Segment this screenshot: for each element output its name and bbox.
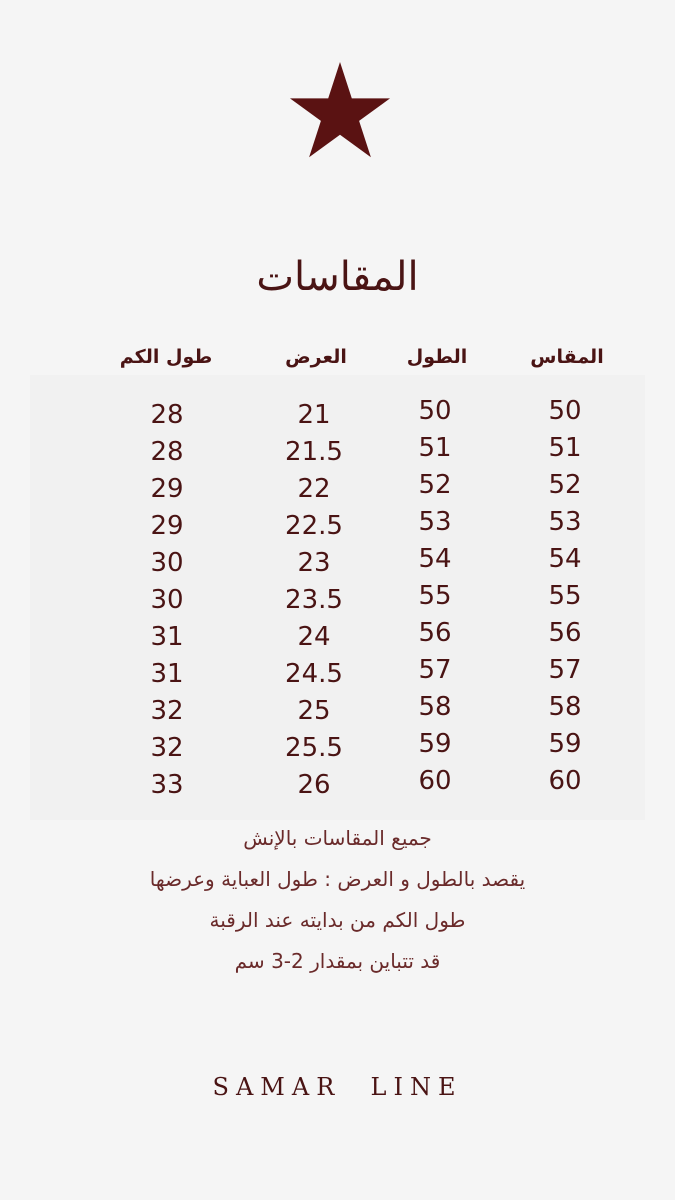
table-cell: 51 xyxy=(418,433,452,463)
column-sleeve xyxy=(150,397,183,804)
table-cell: 33 xyxy=(150,770,184,800)
header-size: المقاس xyxy=(530,346,604,368)
table-cell: 60 xyxy=(418,766,452,796)
table-cell: 58 xyxy=(418,692,452,722)
table-cell: 25 xyxy=(297,696,331,726)
column-width xyxy=(285,397,343,804)
table-cell: 54 xyxy=(548,544,582,574)
table-cell: 24.5 xyxy=(285,659,343,689)
table-cell: 56 xyxy=(418,618,452,648)
note-tolerance: قد تتباين بمقدار 2-3 سم xyxy=(234,949,441,973)
table-cell: 59 xyxy=(548,729,582,759)
table-cell: 25.5 xyxy=(285,733,343,763)
table-cell: 30 xyxy=(150,585,184,615)
note-units: جميع المقاسات بالإنش xyxy=(243,826,432,850)
table-cell: 24 xyxy=(297,622,331,652)
table-cell: 32 xyxy=(150,733,184,763)
brand-name: SAMAR LINE xyxy=(212,1073,463,1101)
table-cell: 21 xyxy=(297,400,331,430)
table-cell: 29 xyxy=(150,474,184,504)
table-cell: 28 xyxy=(150,437,184,467)
table-cell: 21.5 xyxy=(285,437,343,467)
table-cell: 51 xyxy=(548,433,582,463)
table-cell: 32 xyxy=(150,696,184,726)
size-notes xyxy=(0,818,675,982)
table-cell: 28 xyxy=(150,400,184,430)
note-length-width: يقصد بالطول و العرض : طول العباية وعرضها xyxy=(149,867,526,891)
table-cell: 23.5 xyxy=(285,585,343,615)
page-title: المقاسات xyxy=(256,254,419,300)
table-cell: 55 xyxy=(548,581,582,611)
column-length xyxy=(418,393,451,800)
header-length: الطول xyxy=(406,346,468,368)
table-cell: 56 xyxy=(548,618,582,648)
table-cell: 31 xyxy=(150,659,184,689)
table-cell: 22.5 xyxy=(285,511,343,541)
table-cell: 59 xyxy=(418,729,452,759)
column-size xyxy=(548,393,581,800)
table-cell: 30 xyxy=(150,548,184,578)
table-cell: 54 xyxy=(418,544,452,574)
table-cell: 31 xyxy=(150,622,184,652)
table-cell: 57 xyxy=(548,655,582,685)
table-cell: 57 xyxy=(418,655,452,685)
header-width: العرض xyxy=(285,346,347,368)
header-sleeve: طول الكم xyxy=(119,346,213,368)
table-cell: 53 xyxy=(418,507,452,537)
table-cell: 52 xyxy=(548,470,582,500)
table-cell: 52 xyxy=(418,470,452,500)
star-icon xyxy=(290,62,390,158)
table-cell: 22 xyxy=(297,474,331,504)
table-cell: 60 xyxy=(548,766,582,796)
table-cell: 53 xyxy=(548,507,582,537)
table-cell: 55 xyxy=(418,581,452,611)
table-cell: 50 xyxy=(548,396,582,426)
table-cell: 29 xyxy=(150,511,184,541)
note-sleeve: طول الكم من بدايته عند الرقبة xyxy=(209,908,466,932)
table-cell: 50 xyxy=(418,396,452,426)
table-cell: 58 xyxy=(548,692,582,722)
table-cell: 23 xyxy=(297,548,331,578)
table-cell: 26 xyxy=(297,770,331,800)
